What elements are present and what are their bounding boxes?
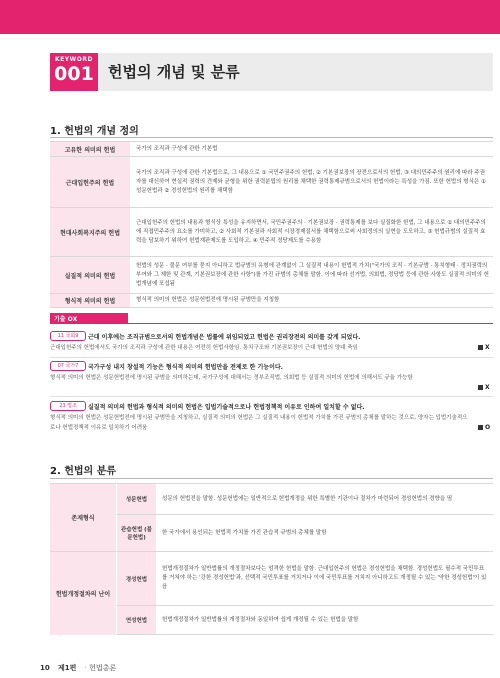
answer-explanation: 근대입헌주의 헌법에서도 국가의 조직과 구성에 관한 내용은 여전히 헌법사항임. 통치구조와 기본권보장이 근대 헌법의 양대 축임 bbox=[50, 345, 358, 351]
group-label: 헌법개정절차의 난이 bbox=[50, 551, 116, 635]
question-source-tag: 23 법조 bbox=[50, 401, 86, 411]
sub-label: 경성헌법 bbox=[116, 551, 156, 605]
row-label: 고유한 의미의 헌법 bbox=[50, 142, 130, 156]
sub-text: 헌법개정절차가 일반법률의 개정절차와 동일하여 쉽게 개정될 수 있는 헌법을 말함 bbox=[156, 605, 493, 635]
page-title: 헌법의 개념 및 분류 bbox=[108, 63, 240, 81]
answer-mark: X bbox=[478, 384, 490, 391]
definition-row bbox=[50, 256, 493, 293]
page-number: 10 bbox=[40, 664, 50, 672]
question-source-tag: 11 국회9 bbox=[50, 331, 86, 341]
answer-square-icon bbox=[478, 385, 483, 390]
answer-explanation: 형식적 의미의 헌법은 성문헌법전에 명시된 규범만을 지칭하고, 실질적 의미의 헌법은 그 실질적 내용이 헌법적 가치를 가진 규범의 총체를 말하는 것으로, 양자는 입법기술적으로나 헌법정책적 이유로 일치하기 어려움 bbox=[50, 415, 468, 431]
item-divider bbox=[50, 396, 493, 397]
row-text: 국가의 조직과 구성에 관한 기본법으로, 그 내용으로 ① 국민주권주의 헌법, ② 기본권보장의 장전으로서의 헌법, ③ 대의민주주의 원리에 따라 주권자를 대신하여 현실적 권력의 견제와 균형을 위한 권력분립의 원리를 채택한 권력통제규범으로서의 헌법이라는 특성을 가짐. 또한 헌법의 형식은 ① 성문헌법과 ② 경성헌법의 원리를 채택함 bbox=[136, 169, 486, 194]
row-label: 형식적 의미의 헌법 bbox=[50, 294, 130, 307]
section-divider bbox=[50, 478, 493, 479]
question-source-tag: 07 국가7 bbox=[50, 361, 86, 371]
footer-chapter: 헌법총론 bbox=[89, 664, 117, 672]
keyword-number: 001 bbox=[54, 63, 94, 85]
row-text: 국가의 조직과 구성에 관한 기본법 bbox=[136, 145, 218, 152]
sub-text: 헌법개정절차가 일반법률의 개정절차보다는 엄격한 헌법을 말함. 근대입헌주의 헌법은 경성헌법을 채택함. 경성헌법도 필수적 국민투표를 거쳐야 하는 '강한 경성헌법'과, 선택적 국민투표를 거치거나 이에 국민투표를 거치지 아니하고도 개정될 수 있는 '약한 경성헌법'이 있음 bbox=[156, 551, 493, 605]
definition-row bbox=[50, 207, 493, 256]
keyword-badge bbox=[50, 53, 98, 91]
group-label: 존재형식 bbox=[50, 483, 116, 551]
sub-text: 성문의 헌법전을 말함. 성문헌법에는 일반적으로 헌법개정을 위한 특별한 기관이나 절차가 마련되어 경성헌법의 경향을 띰 bbox=[156, 483, 493, 514]
sub-text: 한 국가에서 용인되는 헌법적 가치를 가진 관습적 규범의 총체를 말함 bbox=[156, 514, 493, 551]
row-label: 현대사회복지주의 헌법 bbox=[50, 208, 130, 256]
page-footer: 10 제1편 · 헌법총론 bbox=[40, 664, 117, 672]
definition-row bbox=[50, 156, 493, 207]
section-divider bbox=[50, 137, 493, 138]
top-accent-bar bbox=[0, 0, 500, 34]
sub-label: 관습헌법 (불문헌법) bbox=[116, 514, 156, 551]
answer-square-icon bbox=[478, 425, 483, 430]
row-label: 실질적 의미의 헌법 bbox=[50, 257, 130, 293]
definition-row bbox=[50, 293, 493, 308]
row-label: 근대입헌주의 헌법 bbox=[50, 157, 130, 207]
ox-header-label: 기출 OX bbox=[54, 316, 78, 323]
question-text: 실질적 의미의 헌법과 형식적 의미의 헌법은 입법기술적으로나 헌법정책적 이유로 인하여 일치할 수 없다. bbox=[88, 404, 365, 411]
row-text: 근대입헌주의 헌법의 내용과 형식상 특성을 유지하면서, 국민주권주의 · 기본권보장 · 권력통제를 보다 실질화한 헌법, 그 내용으로 ① 대의민주주의에 직접민주주의 요소를 가미하고, ② 사회적 기본권과 사회적 시장경제질서를 채택함으로써 사회정의의 실현을 도모하고, ③ 헌법규범의 실질적 효력을 담보하기 위하여 헌법재판제도를 도입하고, ④ 민주적 정당제도를 수용함 bbox=[136, 219, 486, 244]
question-text: 국가구성 내지 창설적 기능은 형식적 의미의 헌법만을 전제로 한 기능이다. bbox=[88, 364, 283, 371]
definition-row bbox=[50, 141, 493, 156]
row-text: 헌법의 성문 · 불문 여부를 묻지 아니하고 법규범의 유형에 관계없이 그 실질적 내용이 헌법적 가치("국가의 조직 · 기본규범 · 통치형태 · 정치권력의 부여와 그 제한 및 관계, 기본권보장에 관한 사항")를 가진 규범의 총체를 말함. 이에 따라 선거법, 의회법, 정당법 등에 관한 사항도 실질적 의미의 헌법개념에 포섭됨 bbox=[136, 262, 489, 287]
section2-heading: 2. 헌법의 분류 bbox=[50, 466, 117, 477]
answer-explanation: 형식적 의미의 헌법은 성문헌법전에 명시된 규범을 의미하는데, 국가구성에 대해서는 정부조직법, 의회법 등 실질적 의미의 헌법에 의해서도 규율 가능함 bbox=[50, 375, 413, 381]
keyword-label: KEYWORD bbox=[55, 56, 93, 63]
title-banner bbox=[98, 53, 493, 91]
answer-mark: O bbox=[478, 424, 490, 431]
footer-part: 제1편 bbox=[57, 664, 77, 672]
question-text: 근대 이후에는 조직규범으로서의 헌법개념은 법률에 위임되었고 헌법은 권리장전의 의미를 갖게 되었다. bbox=[88, 334, 361, 341]
sub-label: 성문헌법 bbox=[116, 483, 156, 514]
ox-divider bbox=[50, 323, 493, 324]
item-divider bbox=[50, 357, 493, 358]
answer-mark: X bbox=[478, 344, 490, 351]
section1-heading: 1. 헌법의 개념 정의 bbox=[50, 126, 139, 137]
answer-square-icon bbox=[478, 345, 483, 350]
row-text: 형식적 의미의 헌법은 성문헌법전에 명시된 규범만을 지칭함 bbox=[136, 297, 280, 303]
sub-label: 연성헌법 bbox=[116, 605, 156, 635]
